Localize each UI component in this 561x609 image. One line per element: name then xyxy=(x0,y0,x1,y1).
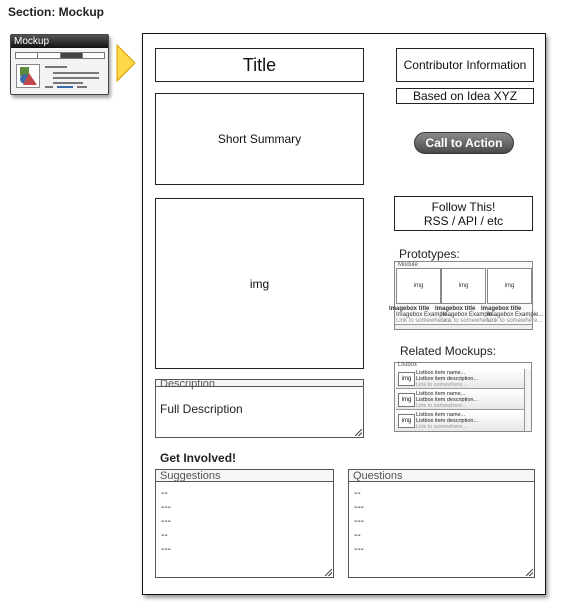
module-label: Module xyxy=(398,262,418,268)
prototype-title: Imagebox title xyxy=(435,306,476,312)
listbox-item-desc: Listbox item description... xyxy=(416,376,479,382)
question-line: -- xyxy=(354,530,361,541)
questions-legend: Questions xyxy=(349,470,534,482)
related-mockups-label: Related Mockups: xyxy=(400,344,497,358)
listbox-item-desc: Listbox item description... xyxy=(416,418,479,424)
suggestions-list xyxy=(161,487,171,557)
listbox-label: Listbox xyxy=(398,362,418,368)
resize-handle-icon[interactable] xyxy=(355,429,362,436)
listbox-item-link[interactable]: Link to somewhere... xyxy=(416,424,467,430)
suggestion-line: -- xyxy=(161,488,168,499)
prototype-desc: Imagebox Example... xyxy=(441,312,498,318)
follow-box[interactable] xyxy=(394,196,533,231)
questions-list xyxy=(354,487,364,557)
prototype-link[interactable]: Link to somewhere... xyxy=(487,318,543,324)
get-involved-heading: Get Involved! xyxy=(160,451,237,465)
prototype-desc: Imagebox Example... xyxy=(487,312,544,318)
thumb-line xyxy=(77,86,87,88)
listbox-item-link[interactable]: Link to somewhere... xyxy=(416,382,467,388)
prototype-image[interactable]: img xyxy=(396,268,441,304)
description-field[interactable] xyxy=(155,379,364,438)
suggestion-line: --- xyxy=(161,544,171,555)
suggestion-line: --- xyxy=(161,502,171,513)
thumbnail-title: Mockup xyxy=(11,35,108,48)
prototype-image[interactable]: img xyxy=(441,268,486,304)
prototypes-scrollbar[interactable] xyxy=(395,324,532,329)
listbox-item[interactable] xyxy=(396,390,524,410)
page-title: Title xyxy=(155,48,364,82)
call-to-action-button[interactable]: Call to Action xyxy=(414,132,514,154)
listbox-item-name: Listbox item name... xyxy=(416,370,466,376)
description-legend: Description xyxy=(156,380,363,387)
suggestion-line: --- xyxy=(161,516,171,527)
listbox-item[interactable] xyxy=(396,411,524,431)
question-line: --- xyxy=(354,516,364,527)
section-title: Section: Mockup xyxy=(8,5,105,19)
prototype-link[interactable]: Link to somewhere... xyxy=(441,318,497,324)
prototype-title: Imagebox title xyxy=(389,306,430,312)
image-placeholder: img xyxy=(155,198,364,369)
listbox-item-name: Listbox item name... xyxy=(416,412,466,418)
mockup-thumbnail[interactable] xyxy=(10,34,109,95)
thumbnail-tabs-icon xyxy=(15,52,105,59)
prototype-link[interactable]: Link to somewhere... xyxy=(396,318,452,324)
prototype-desc: Imagebox Example... xyxy=(396,312,453,318)
listbox-item-desc: Listbox item description... xyxy=(416,397,479,403)
prototype-title: Imagebox title xyxy=(481,306,522,312)
based-on-link[interactable]: Based on Idea XYZ xyxy=(396,88,534,104)
listbox-item[interactable] xyxy=(396,369,524,389)
listbox-item-image: img xyxy=(398,414,415,428)
arrow-right-icon xyxy=(116,44,136,82)
question-line: --- xyxy=(354,544,364,555)
prototypes-label: Prototypes: xyxy=(399,247,460,261)
resize-handle-icon[interactable] xyxy=(325,569,332,576)
questions-field[interactable] xyxy=(348,469,535,578)
resize-handle-icon[interactable] xyxy=(526,569,533,576)
description-text: Full Description xyxy=(160,402,243,416)
thumb-line xyxy=(45,86,53,88)
listbox-scrollbar[interactable] xyxy=(524,369,531,431)
listbox-item-image: img xyxy=(398,393,415,407)
listbox-item-name: Listbox item name... xyxy=(416,391,466,397)
follow-links: RSS / API / etc xyxy=(423,213,504,228)
follow-title: Follow This! xyxy=(431,199,496,214)
suggestions-field[interactable] xyxy=(155,469,334,578)
prototype-image[interactable]: img xyxy=(487,268,532,304)
thumb-line xyxy=(53,82,83,84)
short-summary: Short Summary xyxy=(155,93,364,185)
question-line: --- xyxy=(354,502,364,513)
listbox-item-link[interactable]: Link to somewhere... xyxy=(416,403,467,409)
listbox-item-image: img xyxy=(398,372,415,386)
question-line: -- xyxy=(354,488,361,499)
thumb-line xyxy=(57,86,73,88)
suggestions-legend: Suggestions xyxy=(156,470,333,482)
thumb-line xyxy=(45,66,67,68)
contributor-info[interactable]: Contributor Information xyxy=(396,48,534,82)
thumb-line xyxy=(53,77,99,79)
thumb-line xyxy=(53,72,99,74)
thumbnail-image-icon xyxy=(16,64,40,88)
suggestion-line: -- xyxy=(161,530,168,541)
